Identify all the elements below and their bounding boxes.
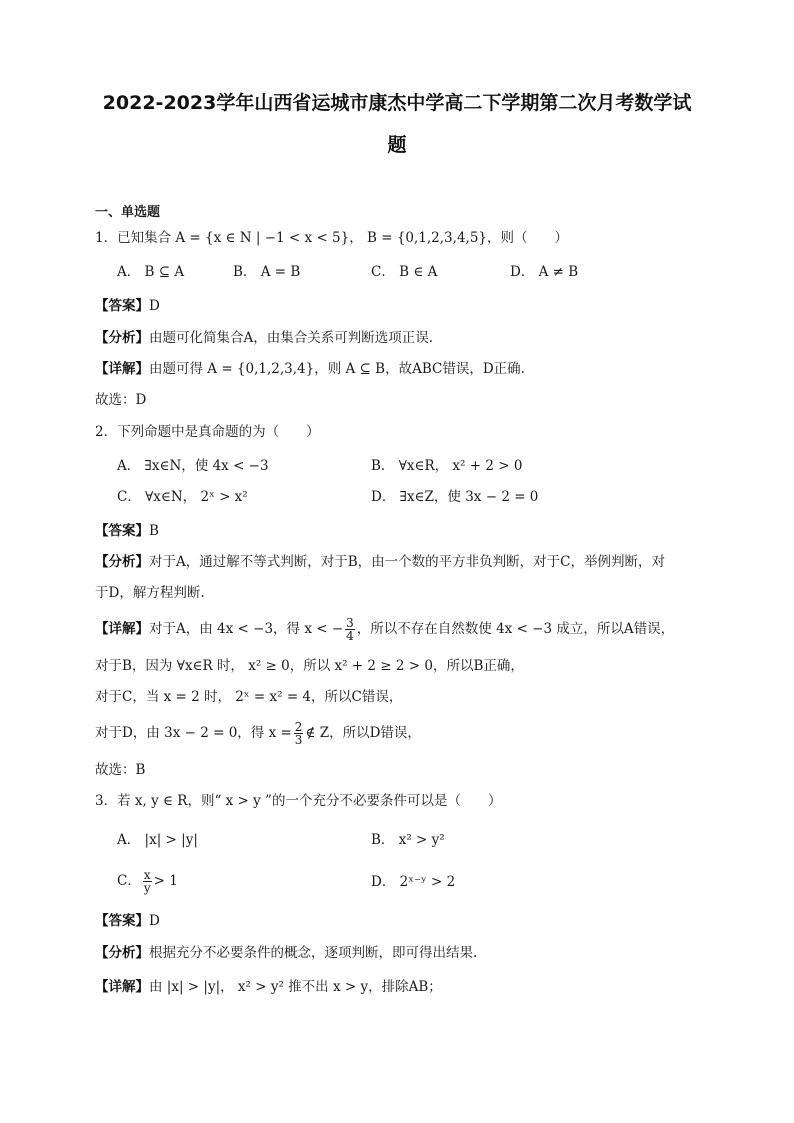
q2-option-b: B． ∀x∈R， x² + 2 > 0 [371, 458, 523, 474]
q2-detail-2: 对于B，因为 ∀x∈R 时， x² ≥ 0，所以 x² + 2 ≥ 2 > 0，所以B正确， [95, 658, 524, 674]
q3-answer: 【答案】D [95, 913, 160, 929]
section-heading: 一、单选题 [95, 205, 161, 220]
q3-option-a: A． |x| > |y| [117, 832, 198, 848]
q2-option-a: A． ∃x∈N，使 4x < −3 [117, 458, 269, 474]
q2-detail-1: 【详解】对于A，由 4x < −3，得 x < − $\frac{3}{4}$ ，所以不存在自然数使 4x < −3 成立，所以A错误， [95, 616, 675, 643]
q3-stem: 3．若 x, y ∈ R，则“ x > y ”的一个充分不必要条件可以是（ ） [95, 793, 502, 809]
q1-answer: 【答案】D [95, 298, 160, 314]
q1-option-d: D． A ≠ B [510, 264, 579, 280]
q2-stem: 2．下列命题中是真命题的为（ ） [95, 424, 320, 440]
q1-detail: 【详解】由题可得 A = {0,1,2,3,4}，则 A ⊆ B，故ABC错误，D正确. [95, 361, 525, 377]
q1-option-b: B． A = B [233, 264, 301, 280]
q1-option-a: A． B ⊆ A [117, 264, 185, 280]
q1-stem: 1．已知集合 A = {x ∈ N | −1 < x < 5}， B = {0,1,2,3,4,5}，则（ ） [95, 230, 569, 246]
q2-analysis: 【分析】对于A，通过解不等式判断，对于B，由一个数的平方非负判断，对于C，举例判断，对 [95, 554, 665, 570]
fraction: $\frac{3}{4}$ [346, 616, 354, 643]
fraction: $\frac{x}{y}$ [143, 868, 151, 895]
page-title-cont: 题 [387, 134, 407, 156]
fraction: $\frac{2}{3}$ [294, 720, 303, 747]
q2-detail-4: 对于D，由 3x − 2 = 0，得 x = $\frac{2}{3}$ ∉ Z，所以D错误， [95, 720, 421, 747]
q1-choose: 故选：D [95, 392, 147, 408]
q2-choose: 故选：B [95, 762, 146, 778]
q3-detail: 【详解】由 |x| > |y|， x² > y² 推不出 x > y，排除AB； [95, 979, 442, 995]
q3-analysis: 【分析】根据充分不必要条件的概念，逐项判断，即可得出结果. [95, 945, 478, 961]
q1-analysis: 【分析】由题可化简集合A，由集合关系可判断选项正误. [95, 330, 434, 346]
q3-option-c: C． $\frac{x}{y}$ > 1 [117, 868, 178, 895]
q1-option-c: C． B ∈ A [371, 264, 438, 280]
page-title: 2022-2023学年山西省运城市康杰中学高二下学期第二次月考数学试 [102, 92, 692, 114]
q2-detail-3: 对于C，当 x = 2 时， 2ˣ = x² = 4，所以C错误， [95, 689, 403, 705]
q2-answer: 【答案】B [95, 523, 159, 539]
q3-option-b: B． x² > y² [371, 832, 445, 848]
q3-option-d: D． 2ˣ⁻ʸ > 2 [371, 874, 456, 890]
q2-option-c: C． ∀x∈N， 2ˣ > x² [117, 489, 248, 505]
q2-analysis-cont: 于D，解方程判断. [95, 585, 205, 601]
q2-option-d: D． ∃x∈Z，使 3x − 2 = 0 [371, 489, 539, 505]
